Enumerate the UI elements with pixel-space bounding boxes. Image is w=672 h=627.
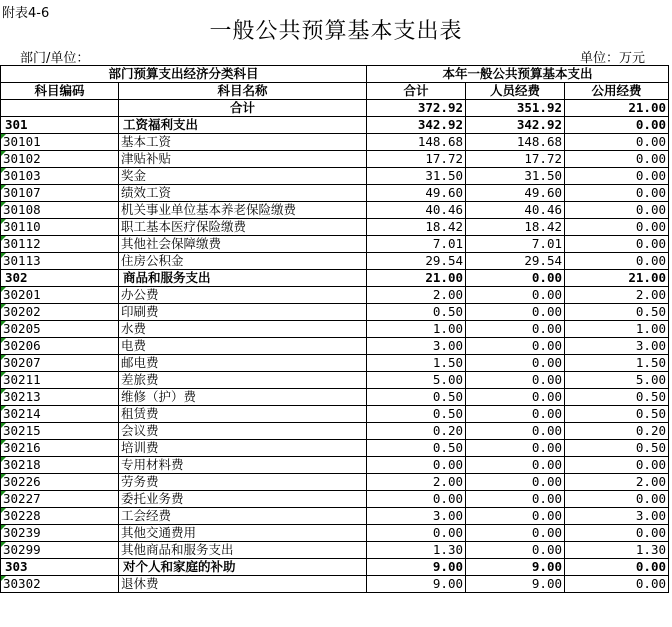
name-cell: 其他交通费用 (119, 525, 367, 542)
public-cell: 3.00 (565, 508, 669, 525)
code-cell: 30299 (1, 542, 119, 559)
personnel-cell: 0.00 (466, 474, 565, 491)
total-cell: 7.01 (367, 236, 466, 253)
total-cell: 0.50 (367, 389, 466, 406)
code-cell: 30107 (1, 185, 119, 202)
header-public: 公用经费 (565, 83, 669, 100)
code-cell: 30239 (1, 525, 119, 542)
name-cell: 退休费 (119, 576, 367, 593)
name-cell: 委托业务费 (119, 491, 367, 508)
public-cell: 0.00 (565, 134, 669, 151)
name-cell: 水费 (119, 321, 367, 338)
personnel-cell: 0.00 (466, 355, 565, 372)
table-row (1, 457, 669, 474)
total-cell: 0.50 (367, 406, 466, 423)
name-cell: 会议费 (119, 423, 367, 440)
total-cell: 31.50 (367, 168, 466, 185)
name-cell: 差旅费 (119, 372, 367, 389)
total-cell: 0.00 (367, 457, 466, 474)
code-cell: 30202 (1, 304, 119, 321)
header-group-right: 本年一般公共预算基本支出 (367, 66, 669, 83)
code-cell: 30226 (1, 474, 119, 491)
total-cell: 1.00 (367, 321, 466, 338)
code-cell: 30228 (1, 508, 119, 525)
department-label: 部门/单位： (20, 51, 90, 66)
personnel-cell: 0.00 (466, 270, 565, 287)
code-cell: 30108 (1, 202, 119, 219)
personnel-cell: 0.00 (466, 423, 565, 440)
total-cell: 18.42 (367, 219, 466, 236)
code-cell: 30201 (1, 287, 119, 304)
total-cell: 5.00 (367, 372, 466, 389)
public-cell: 0.00 (565, 236, 669, 253)
header-personnel: 人员经费 (466, 83, 565, 100)
code-cell: 302 (1, 270, 119, 287)
table-row (1, 542, 669, 559)
personnel-cell: 9.00 (466, 559, 565, 576)
public-cell: 0.00 (565, 253, 669, 270)
personnel-cell: 7.01 (466, 236, 565, 253)
header-column-row (1, 83, 669, 100)
table-row (1, 559, 669, 576)
total-cell: 342.92 (367, 117, 466, 134)
table-row (1, 236, 669, 253)
personnel-cell: 0.00 (466, 457, 565, 474)
public-cell: 5.00 (565, 372, 669, 389)
total-cell: 0.20 (367, 423, 466, 440)
table-row (1, 134, 669, 151)
table-row (1, 474, 669, 491)
name-cell: 邮电费 (119, 355, 367, 372)
table-row (1, 287, 669, 304)
total-cell: 1.50 (367, 355, 466, 372)
header-group-row (1, 66, 669, 83)
name-cell: 职工基本医疗保险缴费 (119, 219, 367, 236)
public-cell: 1.00 (565, 321, 669, 338)
header-total: 合计 (367, 83, 466, 100)
personnel-cell: 49.60 (466, 185, 565, 202)
personnel-cell: 0.00 (466, 321, 565, 338)
table-row (1, 168, 669, 185)
personnel-cell: 0.00 (466, 389, 565, 406)
personnel-cell: 0.00 (466, 304, 565, 321)
unit-label: 单位：万元 (580, 51, 646, 66)
header-code: 科目编码 (1, 83, 119, 100)
code-cell: 303 (1, 559, 119, 576)
name-cell: 津贴补贴 (119, 151, 367, 168)
name-cell: 工会经费 (119, 508, 367, 525)
public-cell: 2.00 (565, 474, 669, 491)
public-cell: 0.00 (565, 117, 669, 134)
name-cell: 基本工资 (119, 134, 367, 151)
public-cell: 0.50 (565, 389, 669, 406)
total-cell: 3.00 (367, 508, 466, 525)
code-cell: 30102 (1, 151, 119, 168)
public-cell: 0.50 (565, 406, 669, 423)
name-cell: 办公费 (119, 287, 367, 304)
code-cell: 30101 (1, 134, 119, 151)
annex-label: 附表4-6 (2, 6, 50, 21)
personnel-cell: 0.00 (466, 338, 565, 355)
total-cell: 2.00 (367, 287, 466, 304)
public-cell: 0.50 (565, 304, 669, 321)
header-name: 科目名称 (119, 83, 367, 100)
name-cell: 其他社会保障缴费 (119, 236, 367, 253)
table-row (1, 440, 669, 457)
total-cell: 0.00 (367, 491, 466, 508)
public-cell: 0.00 (565, 491, 669, 508)
total-cell: 3.00 (367, 338, 466, 355)
public-cell: 0.00 (565, 525, 669, 542)
public-cell: 0.20 (565, 423, 669, 440)
public-cell: 0.50 (565, 440, 669, 457)
personnel-cell: 31.50 (466, 168, 565, 185)
name-cell: 商品和服务支出 (119, 270, 367, 287)
personnel-cell: 0.00 (466, 372, 565, 389)
public-cell: 0.00 (565, 168, 669, 185)
table-row (1, 151, 669, 168)
code-cell: 30213 (1, 389, 119, 406)
table-row (1, 304, 669, 321)
total-cell: 0.50 (367, 304, 466, 321)
total-cell: 9.00 (367, 559, 466, 576)
personnel-cell: 17.72 (466, 151, 565, 168)
total-cell: 1.30 (367, 542, 466, 559)
code-cell: 30302 (1, 576, 119, 593)
code-cell: 30216 (1, 440, 119, 457)
public-cell: 21.00 (565, 100, 669, 117)
table-row (1, 355, 669, 372)
public-cell: 0.00 (565, 576, 669, 593)
personnel-cell: 40.46 (466, 202, 565, 219)
name-cell: 绩效工资 (119, 185, 367, 202)
public-cell: 0.00 (565, 457, 669, 474)
table-row (1, 253, 669, 270)
personnel-cell: 0.00 (466, 542, 565, 559)
header-group-left: 部门预算支出经济分类科目 (1, 66, 367, 83)
code-cell: 30113 (1, 253, 119, 270)
code-cell: 30112 (1, 236, 119, 253)
code-cell: 301 (1, 117, 119, 134)
table-row (1, 423, 669, 440)
public-cell: 1.30 (565, 542, 669, 559)
total-cell: 49.60 (367, 185, 466, 202)
name-cell: 印刷费 (119, 304, 367, 321)
code-cell: 30214 (1, 406, 119, 423)
public-cell: 0.00 (565, 202, 669, 219)
total-cell: 0.50 (367, 440, 466, 457)
name-cell: 劳务费 (119, 474, 367, 491)
total-cell: 40.46 (367, 202, 466, 219)
total-cell: 148.68 (367, 134, 466, 151)
code-cell: 30206 (1, 338, 119, 355)
table-row (1, 202, 669, 219)
personnel-cell: 9.00 (466, 576, 565, 593)
public-cell: 21.00 (565, 270, 669, 287)
table-row (1, 219, 669, 236)
table-row (1, 389, 669, 406)
total-cell: 9.00 (367, 576, 466, 593)
public-cell: 2.00 (565, 287, 669, 304)
name-cell: 机关事业单位基本养老保险缴费 (119, 202, 367, 219)
name-cell: 合计 (119, 100, 367, 117)
name-cell: 工资福利支出 (119, 117, 367, 134)
table-row (1, 321, 669, 338)
code-cell: 30218 (1, 457, 119, 474)
code-cell: 30207 (1, 355, 119, 372)
personnel-cell: 148.68 (466, 134, 565, 151)
code-cell: 30215 (1, 423, 119, 440)
personnel-cell: 18.42 (466, 219, 565, 236)
personnel-cell: 0.00 (466, 406, 565, 423)
personnel-cell: 0.00 (466, 525, 565, 542)
table-row (1, 576, 669, 593)
public-cell: 3.00 (565, 338, 669, 355)
total-cell: 372.92 (367, 100, 466, 117)
code-cell (1, 100, 119, 117)
total-cell: 0.00 (367, 525, 466, 542)
personnel-cell: 0.00 (466, 508, 565, 525)
public-cell: 0.00 (565, 151, 669, 168)
total-cell: 29.54 (367, 253, 466, 270)
total-cell: 2.00 (367, 474, 466, 491)
personnel-cell: 29.54 (466, 253, 565, 270)
table-body (1, 100, 669, 593)
public-cell: 0.00 (565, 559, 669, 576)
table-row (1, 100, 669, 117)
table-row (1, 117, 669, 134)
name-cell: 其他商品和服务支出 (119, 542, 367, 559)
table-row (1, 185, 669, 202)
personnel-cell: 342.92 (466, 117, 565, 134)
table-row (1, 508, 669, 525)
table-row (1, 338, 669, 355)
public-cell: 0.00 (565, 219, 669, 236)
personnel-cell: 351.92 (466, 100, 565, 117)
name-cell: 培训费 (119, 440, 367, 457)
table-row (1, 525, 669, 542)
table-row (1, 372, 669, 389)
personnel-cell: 0.00 (466, 287, 565, 304)
name-cell: 维修（护）费 (119, 389, 367, 406)
name-cell: 对个人和家庭的补助 (119, 559, 367, 576)
total-cell: 17.72 (367, 151, 466, 168)
name-cell: 租赁费 (119, 406, 367, 423)
table-row (1, 491, 669, 508)
code-cell: 30110 (1, 219, 119, 236)
code-cell: 30103 (1, 168, 119, 185)
total-cell: 21.00 (367, 270, 466, 287)
budget-table (0, 65, 669, 593)
code-cell: 30211 (1, 372, 119, 389)
personnel-cell: 0.00 (466, 491, 565, 508)
name-cell: 专用材料费 (119, 457, 367, 474)
public-cell: 0.00 (565, 185, 669, 202)
code-cell: 30227 (1, 491, 119, 508)
table-row (1, 406, 669, 423)
name-cell: 电费 (119, 338, 367, 355)
table-row (1, 270, 669, 287)
page-title: 一般公共预算基本支出表 (209, 19, 463, 44)
code-cell: 30205 (1, 321, 119, 338)
name-cell: 奖金 (119, 168, 367, 185)
name-cell: 住房公积金 (119, 253, 367, 270)
public-cell: 1.50 (565, 355, 669, 372)
personnel-cell: 0.00 (466, 440, 565, 457)
